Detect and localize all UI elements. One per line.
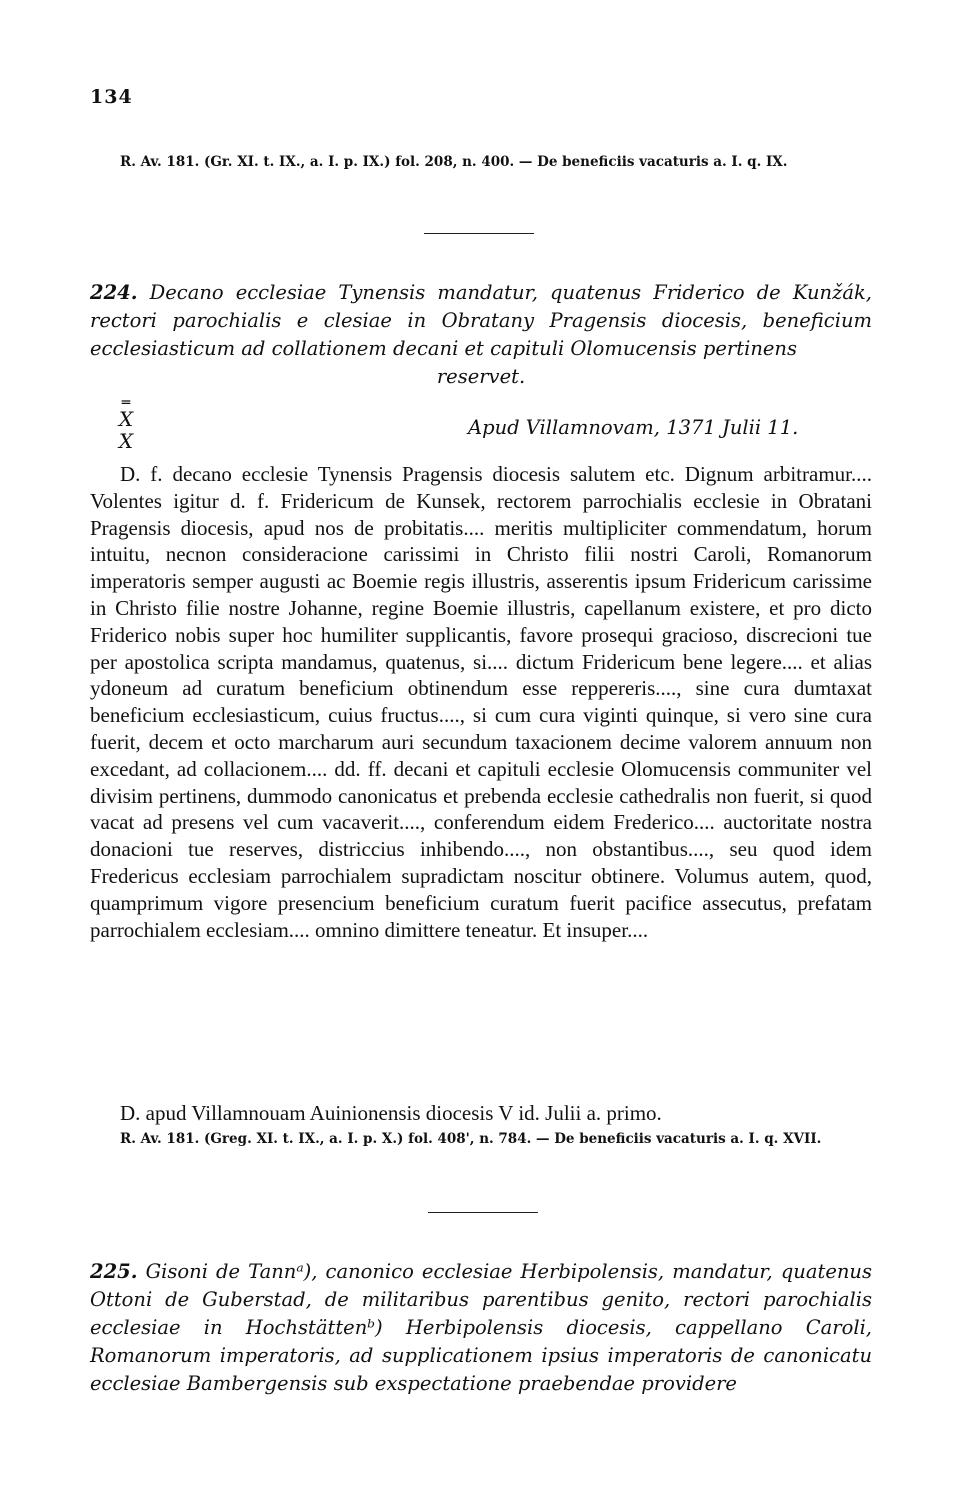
section-divider <box>424 233 534 234</box>
regest-number: 225. <box>90 1260 138 1283</box>
regest-text: Decano ecclesiae Tynensis mandatur, quatenus Friderico de Kunžák, rectori parochialis e clesiae in Obratany Pragensis diocesis, beneficium ecclesiasticum ad collationem decani et capituli Olomucensis pertinens <box>90 281 872 360</box>
place-date: Apud Villamnovam, 1371 Julii 11. <box>468 416 799 439</box>
regest-225 <box>90 1258 872 1398</box>
margin-mark <box>112 395 140 453</box>
regest-224 <box>90 279 872 391</box>
regest-last-line: reservet. <box>436 365 526 388</box>
regest-text: Gisoni de Tannᵃ), canonico ecclesiae Herbipolensis, mandatur, quatenus Ottoni de Guberstad, de militaribus parentibus genito, rectori parochialis ecclesiae in Hochstättenᵇ) Herbipolensis diocesis, cappellano Caroli, Romanorum imperatoris, ad supplicationem ipsius imperatoris de canonicatu ecclesiae Bambergensis sub exspectatione praebendae providere <box>90 1260 872 1395</box>
letter-paragraph: D. f. decano ecclesie Tynensis Pragensis diocesis salutem etc. Dignum arbitramur.... Volentes igitur d. f. Fridericum de Kunsek, rectorem parrochialis ecclesie in Obratani Pragensis diocesis, apud nos de probitatis.... meritis multipliciter commendatum, horum intuitu, necnon consideracione carissimi in Christo filii nostri Caroli, Romanorum imperatoris semper augusti ac Boemie regis illustris, asserentis ipsum Fridericum carissime in Christo filie nostre Johanne, regine Boemie illustris, capellanum existere, et pro dicto Friderico nobis super hoc humiliter supplicantis, favore prosequi gracioso, discrecioni tue per apostolica scripta mandamus, quatenus, si.... dictum Fridericum bene legere.... et alias ydoneum ad curatum beneficium obtinendum esse reppereris...., sine cura dumtaxat beneficium ecclesiasticum, cuius fructus...., si cum cura viginti quinque, si vero sine cura fuerit, decem et octo marcharum auri secundum taxacionem decime valorem annuum non excedant, ad collacionem.... dd. ff. decani et capituli ecclesie Olomucensis communiter vel divisim pertinens, dummodo canonicatus et prebenda ecclesie cathedralis non fuerit, si quod vacat ad presens vel cum vacaverit...., conferendum eidem Frederico.... auctoritate nostra donacioni tue reserves, districcius inhibendo...., non obstantibus...., seu quod idem Fredericus ecclesiam parrochialem supradictam noscitur obtinere. Volumus autem, quod, quamprimum vigore presencium beneficium curatum fuerit pacifice assecutus, prefatam parrochialem ecclesiam.... omnino dimittere teneatur. Et insuper.... <box>90 462 872 942</box>
section-divider <box>428 1212 538 1213</box>
margin-bars: ═ <box>121 395 131 411</box>
archival-reference-bottom: R. Av. 181. (Greg. XI. t. IX., a. I. p. X.) fol. 408', n. 784. — De beneficiis vacaturis a. I. q. XVII. <box>120 1131 822 1147</box>
margin-mark-text: X X <box>118 407 134 453</box>
dating-line: D. apud Villamnouam Auinionensis diocesis V id. Julii a. primo. <box>120 1101 662 1125</box>
archival-reference-top: R. Av. 181. (Gr. XI. t. IX., a. I. p. IX.) fol. 208, n. 400. — De beneficiis vacaturis a. I. q. IX. <box>120 154 788 170</box>
letter-body <box>90 461 872 943</box>
page-number: 134 <box>90 86 133 108</box>
regest-number: 224. <box>90 281 138 304</box>
